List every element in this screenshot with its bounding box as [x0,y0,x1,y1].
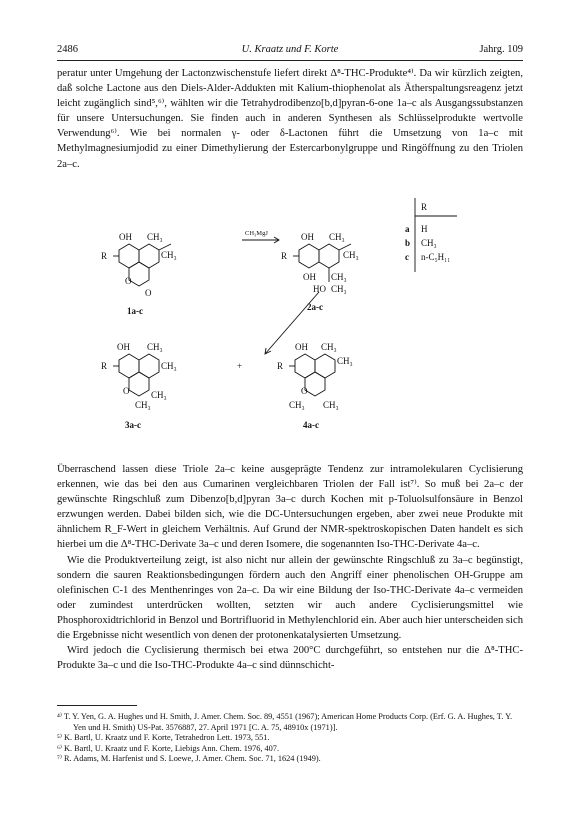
atom-label: CH₃ [135,400,151,410]
footnote: ⁷⁾ R. Adams, M. Harfenist und S. Loewe, J. Amer. Chem. Soc. 71, 1624 (1949). [57,754,321,764]
volume-label: Jahrg. 109 [479,44,523,55]
atom-label: CH₃ [343,250,359,260]
atom-label: O [145,288,152,298]
compound-label: 3a-c [125,420,141,430]
atom-label: R [101,251,108,261]
reaction-scheme [57,192,523,457]
atom-label: OH [301,232,314,242]
atom-label: CH₃ [147,342,163,352]
paragraph: Überraschend lassen diese Triole 2a–c keine ausgeprägte Tendenz zur intramolekularen Cyclisierung erkennen, wie das bei den aus Cumarinen vergleichbaren Triolen der Fall ist⁷⁾. So muß bei 2a–c der gewünschte Ringschluß zum Dibenzo[b,d]pyran 3a–c durch Kochen mit p-Toluolsulfonsäure in Benzol erzwungen werden. Dabei bilden sich, wie die DC-Untersuchungen ergeben, aber zwei neue Produkte mit ähnlichem R_F-Wert in gleichem Verhältnis. Auf Grund der NMR-spektroskopischen Daten handelt es sich hierbei um die Δ⁸-THC-Derivate 3a–c und deren Isomere, die sogenannten Iso-THC-Derivate 4a–c. [57,464,523,551]
atom-label: OH [117,342,130,352]
atom-label: CH₃ [161,361,177,371]
table-key: c [405,252,409,262]
atom-label: CH₃ [329,232,345,242]
running-header [57,44,523,58]
atom-label: CH₃ [331,284,347,294]
footnotes [57,712,523,765]
plus-sign: + [237,361,243,371]
atom-label: O [301,386,308,396]
reagent-label: CH₃MgJ [245,230,268,237]
header-rule [57,60,523,61]
body-text-bottom [57,462,523,673]
table-key: b [405,238,411,248]
footnote: ⁶⁾ K. Bartl, U. Kraatz und F. Korte, Liebigs Ann. Chem. 1976, 407. [57,743,280,753]
paragraph: peratur unter Umgehung der Lactonzwischenstufe liefert direkt Δ⁸-THC-Produkte⁴⁾. Da wir kürzlich zeigten, daß solche Lactone aus den Diels-Alder-Addukten mit Kalium-thiophenolat als Ätherspaltungsreagenz jetzt leicht zugänglich sind⁵,⁶⁾, wählten wir die Tetrahydrodibenzo[b,d]pyran-6-one 1a–c als Ausgangssubstanzen für unsere Untersuchungen. Sie finden auch in anderen Synthesen als Schlüsselprodukte wertvolle Verwendung⁶⁾. Wie bei normalen γ- oder δ-Lactonen führt die Umsetzung von 1a–c mit Methylmagnesiumjodid zu einer Dimethylierung der Estercarbonylgruppe und Ringöffnung zu den Triolen 2a–c. [57,68,523,170]
atom-label: R [277,361,284,371]
page-number: 2486 [57,44,78,55]
atom-label: CH₃ [147,232,163,242]
footnote-rule [57,705,137,706]
paragraph: Wie die Produktverteilung zeigt, ist also nicht nur allein der gewünschte Ringschluß zu 3a–c begünstigt, sondern die sauren Reaktionsbedingungen fördern auch den Angriff einer phenolischen OH-Gruppe am olefinischen C-1 des Menthenringes von 2a–c. Da wir eine Bildung der Iso-THC-Derivate 4a–c vermeiden oder zumindest unterdrücken wollten, setzten wir auch andere Cyclisierungsmittel wie Phosphoroxidtrichlorid in Benzol und Bortrifluorid in Methylenchlorid ein. Aber auch hier unterscheiden sich die Ergebnisse nicht wesentlich von denen der protonenkatalysierten Umsetzung. [57,554,523,642]
table-value: n-C₅H₁₁ [421,252,451,262]
atom-label: R [101,361,108,371]
atom-label: CH₃ [321,342,337,352]
atom-label: CH₃ [161,250,177,260]
compound-label: 2a-c [307,302,323,312]
atom-label: OH [119,232,132,242]
compound-label: 4a-c [303,420,319,430]
footnote: ⁴⁾ T. Y. Yen, G. A. Hughes und H. Smith, J. Amer. Chem. Soc. 89, 4551 (1967); American Home Products Corp. (Erf. G. A. Hughes, T. Y. Yen und H. Smith) US-Pat. 3576887, 27. April 1971 [C. A. 75, 48910x (1971)]. [57,712,513,732]
atom-label: R [281,251,288,261]
atom-label: CH₃ [151,390,167,400]
compound-4-structure [289,354,335,396]
running-title: U. Kraatz und F. Korte [241,44,339,55]
atom-label: OH [303,272,316,282]
body-text-top [57,66,523,172]
table-value: CH₃ [421,238,437,248]
atom-label: CH₃ [289,400,305,410]
table-header: R [421,202,428,212]
atom-label: CH₃ [331,272,347,282]
paragraph: Wird jedoch die Cyclisierung thermisch bei etwa 200°C durchgeführt, so entstehen nur die Δ⁸-THC-Produkte 3a–c und die Iso-THC-Produkte 4a–c sind dünnschicht- [57,645,523,672]
atom-label: CH₃ [337,356,353,366]
atom-label: O [123,386,130,396]
table-key: a [405,224,410,234]
atom-label: CH₃ [323,400,339,410]
atom-label: HO [313,284,326,294]
table-value: H [421,224,428,234]
atom-label: OH [295,342,308,352]
atom-label: O [125,276,132,286]
footnote: ⁵⁾ K. Bartl, U. Kraatz und F. Korte, Tetrahedron Lett. 1973, 551. [57,733,270,743]
compound-label: 1a-c [127,306,143,316]
